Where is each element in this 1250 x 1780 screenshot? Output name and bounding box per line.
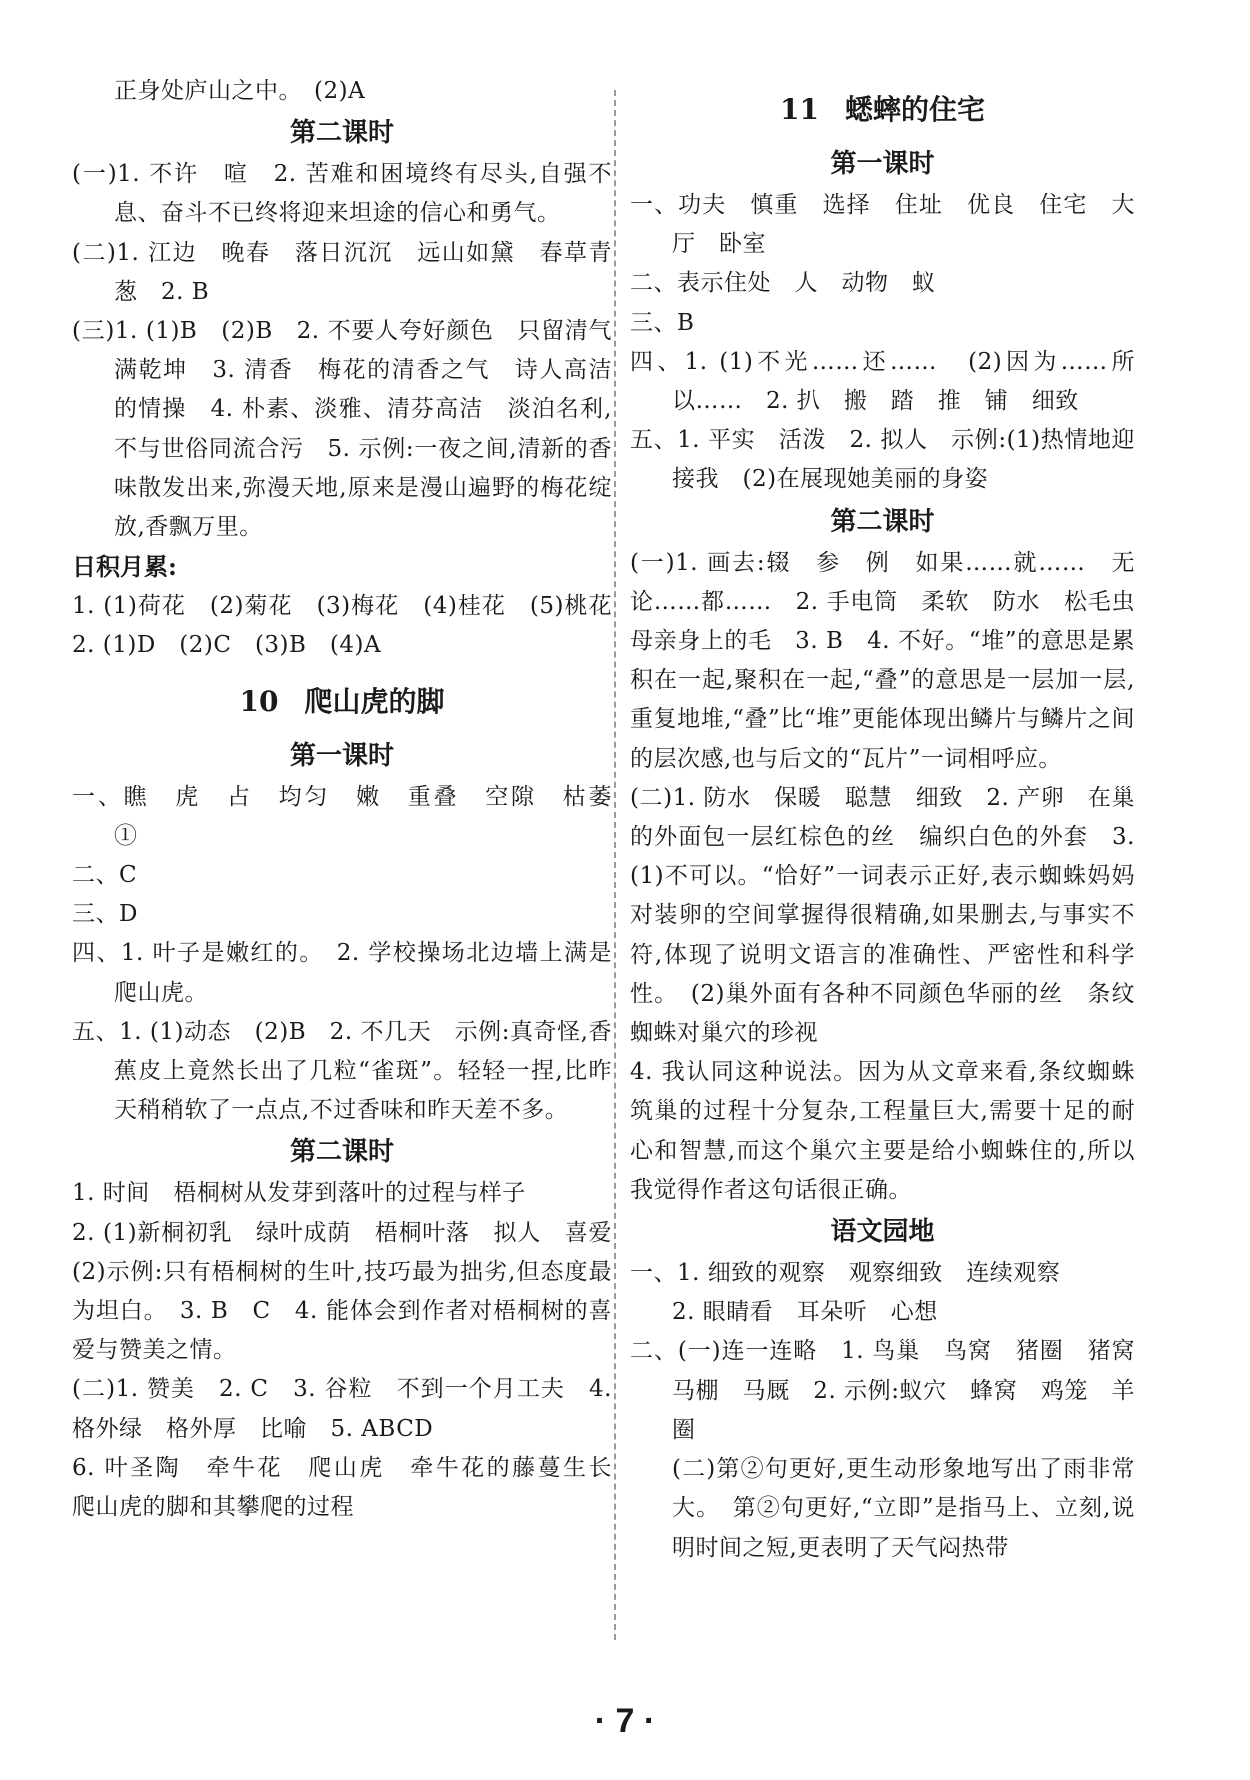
answer-block: 四、1. (1)不光……还…… (2)因为……所以…… 2. 扒 搬 踏 推 铺 细致 xyxy=(630,348,1135,415)
section-title: 第二课时 xyxy=(830,506,935,537)
right-column xyxy=(630,72,1159,1568)
column-divider xyxy=(614,90,616,1640)
answer-block: (一)1. 画去:辍 参 例 如果……就…… 无论……都…… 2. 手电筒 柔软 防水 松毛虫母亲身上的毛 3. B 4. 不好。“堆”的意思是累积在一起,聚积在一起,“叠”的意思是一层加一层,重复地堆,“叠”比“堆”更能体现出鳞片与鳞片之间的层次感,也与后文的“瓦片”一词相呼应。 xyxy=(630,549,1135,772)
answer-block: (二)第②句更好,更生动形象地写出了雨非常大。 第②句更好,“立即”是指马上、立刻,说明时间之短,更表明了天气闷热带 xyxy=(672,1456,1135,1561)
answer-block: 6. 叶圣陶 牵牛花 爬山虎 牵牛花的藤蔓生长 爬山虎的脚和其攀爬的过程 xyxy=(72,1454,636,1521)
section-title: 第一课时 xyxy=(830,149,935,179)
answer-block: 1. (1)荷花 (2)菊花 (3)梅花 (4)桂花 (5)桃花 2. (1)D (2)C (3)B (4)A xyxy=(72,593,636,659)
answer-block: 1. 时间 梧桐树从发芽到落叶的过程与样子 xyxy=(72,1180,526,1207)
answer-block: 一、瞧 虎 占 均匀 嫩 重叠 空隙 枯萎 ① xyxy=(72,783,636,849)
page-number: · 7 · xyxy=(594,1702,656,1740)
lesson-title: 爬山虎的脚 xyxy=(304,684,445,718)
answer-block: 三、D xyxy=(72,901,138,928)
answer-block: 一、功夫 慎重 选择 住址 优良 住宅 大厅 卧室 xyxy=(630,192,1135,258)
answer-block: 五、1. (1)动态 (2)B 2. 不几天 示例:真奇怪,香蕉皮上竟然长出了几粒“雀斑”。轻轻一捏,比昨天稍稍软了一点点,不过香味和昨天差不多。 xyxy=(72,1018,612,1124)
section-title: 第二课时 xyxy=(289,118,394,149)
answer-block: (三)1. (1)B (2)B 2. 不要人夸好颜色 只留清气满乾坤 3. 清香 梅花的清香之气 诗人高洁的情操 4. 朴素、淡雅、清芬高洁 淡泊名利,不与世俗同流合污 5. 示例:一夜之间,清新的香味散发出来,弥漫天地,原来是漫山遍野的梅花绽放,香飘万里。 xyxy=(72,318,612,541)
answer-block: 4. 我认同这种说法。因为从文章来看,条纹蜘蛛筑巢的过程十分复杂,工程量巨大,需要十足的耐心和智慧,而这个巢穴主要是给小蜘蛛住的,所以我觉得作者这句话很正确。 xyxy=(630,1059,1135,1203)
riji-title: 日积月累: xyxy=(72,552,177,582)
section-title: 第一课时 xyxy=(289,740,394,771)
answer-block: 二、C xyxy=(72,862,138,889)
answer-block: 四、1. 叶子是嫩红的。 2. 学校操场北边墙上满是爬山虎。 xyxy=(72,940,612,1006)
left-column xyxy=(72,72,636,1527)
answer-block: 2. 眼睛看 耳朵听 心想 xyxy=(672,1299,938,1326)
answer-block: (一)1. 不许 喧 2. 苦难和困境终有尽头,自强不息、奋斗不已终将迎来坦途的信心和勇气。 xyxy=(72,161,612,227)
intro-line: 正身处庐山之中。 (2)A xyxy=(114,78,366,104)
answer-block: (二)1. 防水 保暖 聪慧 细致 2. 产卵 在巢的外面包一层红棕色的丝 编织白色的外套 3. (1)不可以。“恰好”一词表示正好,表示蜘蛛妈妈对装卵的空间掌握得很精确,如果删去,与事实不符,体现了说明文语言的准确性、严密性和科学性。 (2)巢外面有各种不同颜色华丽的丝 条纹蜘蛛对巢穴的珍视 xyxy=(630,784,1135,1047)
lesson-10-heading xyxy=(72,680,612,724)
answer-block: 2. (1)新桐初乳 绿叶成荫 梧桐叶落 拟人 喜爱 (2)示例:只有梧桐树的生叶,技巧最为拙劣,但态度最为坦白。 3. B C 4. 能体会到作者对梧桐树的喜爱与赞美之情。 xyxy=(72,1219,636,1364)
lesson-number: 11 xyxy=(780,93,819,126)
answer-block: 三、B xyxy=(630,309,695,336)
answer-block: 五、1. 平实 活泼 2. 拟人 示例:(1)热情地迎接我 (2)在展现她美丽的身姿 xyxy=(630,427,1135,493)
answer-block: (二)1. 江边 晚春 落日沉沉 远山如黛 春草青葱 2. B xyxy=(72,239,612,305)
answer-block: (二)1. 赞美 2. C 3. 谷粒 不到一个月工夫 4. 格外绿 格外厚 比喻 5. ABCD xyxy=(72,1376,612,1442)
section-title: 第二课时 xyxy=(289,1137,394,1168)
lesson-number: 10 xyxy=(239,684,279,718)
lesson-title: 蟋蟀的住宅 xyxy=(844,93,985,126)
answer-block: 一、1. 细致的观察 观察细致 连续观察 xyxy=(630,1260,1061,1287)
answer-block: 二、表示住处 人 动物 蚁 xyxy=(630,270,936,297)
answer-block: 二、(一)连一连略 1. 鸟巢 鸟窝 猪圈 猪窝 马棚 马厩 2. 示例:蚁穴 蜂窝 鸡笼 羊圈 xyxy=(630,1338,1159,1443)
lesson-11-heading xyxy=(630,88,1135,132)
section-title: 语文园地 xyxy=(830,1217,935,1248)
